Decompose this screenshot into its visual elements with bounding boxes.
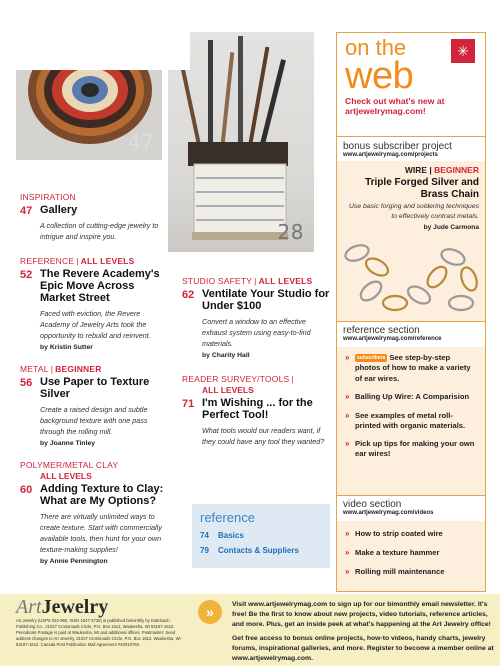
page-number: 79 xyxy=(200,546,209,555)
burst-icon: ✳ xyxy=(451,39,475,63)
reference-section-title: reference section xyxy=(343,325,420,336)
article-title: Ventilate Your Studio for Under $100 xyxy=(202,288,330,312)
section-name: READER SURVEY/TOOLS xyxy=(182,374,290,384)
section-label: INSPIRATION xyxy=(20,192,76,202)
list-item[interactable] xyxy=(345,353,477,384)
subscribers-badge: subscribers xyxy=(357,354,386,361)
article-title: Use Paper to Texture Silver xyxy=(40,376,150,400)
video-section-header xyxy=(337,495,485,521)
list-item[interactable] xyxy=(345,567,477,578)
article-author: by Charity Hall xyxy=(202,352,250,360)
article-desc: Convert a window to an effective exhaust system using easy-to-find materials. xyxy=(202,316,311,349)
section-label xyxy=(182,276,332,286)
page-number: 47 xyxy=(20,205,33,217)
list-item[interactable] xyxy=(345,392,477,403)
article-desc: Faced with eviction, the Revere Academy of Jewelry Arts took the opportunity to rebuild and reinvent. xyxy=(40,308,151,340)
reference-item-label: Basics xyxy=(218,531,244,540)
video-section-url[interactable]: www.artjewelrymag.com/videos xyxy=(343,510,434,516)
chevron-right-icon: » xyxy=(345,566,350,576)
logo-art: Art xyxy=(16,596,42,618)
article-desc: What tools would our readers want, if they could have any tool they wanted? xyxy=(202,425,325,446)
on-the-web-header xyxy=(337,33,485,137)
video-section-title: video section xyxy=(343,499,402,510)
toc-entry-ventilate[interactable] xyxy=(182,276,332,359)
project-title: Triple Forged Silver and Brass Chain xyxy=(365,177,479,200)
skill-level: ALL LEVELS xyxy=(202,385,254,395)
list-item[interactable] xyxy=(345,548,477,559)
section-separator: | xyxy=(254,276,257,286)
legal-text: Art Jewelry (USPS 022-960, ISSN 1547-2736) is published bimonthly by Kalmbach Publishing Co., 21027 Crossroads Circle, P.O. Box 1612, Waukesha, WI 53187-1612. Periodicals Postage is paid at Waukesha, WI and additional offices. Postmaster: Send address changes to Art Jewelry, 21027 Crossroads Circle, P.O. Box 1612, Waukesha, WI 53187-1612. Canada Post Publication Mail Agreement #40010760. xyxy=(16,618,181,648)
chevron-right-icon: » xyxy=(345,410,350,420)
project-desc: Use basic forging and soldering techniques to effectively contrast metals. xyxy=(349,203,479,221)
section-label xyxy=(20,256,170,266)
web-label: web xyxy=(345,55,414,97)
article-title: I'm Wishing ... for the Perfect Tool! xyxy=(202,397,313,421)
article-author: by Joanne Tinley xyxy=(40,440,96,448)
on-the-web-panel xyxy=(336,32,486,592)
reference-section-url[interactable]: www.artjewelrymag.com/reference xyxy=(343,336,442,342)
skill-level: ALL LEVELS xyxy=(258,276,313,286)
newsletter-promo[interactable]: Visit www.artjewelrymag.com to sign up for our bimonthly email newsletter. It's free! Be the first to know about new projects, video tutorials, reference articles, and more. Plus, get an inside peek at what's happening at the Art Jewelry office! xyxy=(232,601,491,628)
membership-promo[interactable]: Get free access to bonus online projects, how-to videos, handy charts, jewelry forums, inspirational galleries, and more. Register to become a member online at www.artjewelrymag.com. xyxy=(232,635,494,662)
video-section-list xyxy=(337,521,485,593)
article-author: by Kristin Sutter xyxy=(40,344,93,352)
page-number: 71 xyxy=(182,398,195,410)
skill-level: ALL LEVELS xyxy=(40,471,92,481)
reference-item-contacts[interactable] xyxy=(200,546,322,555)
list-item[interactable] xyxy=(345,439,477,460)
article-title: Adding Texture to Clay: What are My Options? xyxy=(40,483,164,507)
page-number: 52 xyxy=(20,269,33,281)
bonus-project-header xyxy=(337,137,485,161)
logo-jewelry: Jewelry xyxy=(41,596,109,618)
reference-title: reference xyxy=(200,510,255,525)
toc-entry-survey[interactable] xyxy=(182,374,332,447)
article-title: Gallery xyxy=(40,204,78,216)
footer-masthead xyxy=(14,6,190,70)
list-item-label: Rolling mill maintenance xyxy=(355,566,445,576)
toc-entry-polymer[interactable] xyxy=(20,460,170,565)
page-number: 56 xyxy=(20,377,33,389)
section-name: METAL xyxy=(20,364,49,374)
list-item-label: How to strip coated wire xyxy=(355,529,443,538)
article-desc: A collection of cutting-edge jewelry to intrigue and inspire you. xyxy=(40,221,159,242)
section-label: POLYMER/METAL CLAY xyxy=(20,460,119,470)
skill-level: BEGINNER xyxy=(434,165,479,175)
reference-box xyxy=(192,504,330,568)
gallery-page-number: 47 xyxy=(127,130,154,154)
section-name: STUDIO SAFETY xyxy=(182,276,253,286)
article-title: The Revere Academy's Epic Move Across Market Street xyxy=(40,268,160,304)
article-desc: There are virtually unlimited ways to create texture. Start with commercially available tools, then hunt for your own texture-making supplies! xyxy=(40,511,162,555)
reference-section-list xyxy=(337,347,485,495)
project-section-label: WIRE | BEGINNER xyxy=(404,165,479,175)
chevron-right-icon: » xyxy=(345,353,350,362)
bonus-project-title: bonus subscriber project xyxy=(343,141,452,152)
toc-entry-revere[interactable] xyxy=(20,256,170,351)
web-subtitle[interactable]: Check out what's new at artjewelrymag.com! xyxy=(345,96,445,117)
reference-item-label: Contacts & Suppliers xyxy=(218,546,299,555)
toc-entry-metal[interactable] xyxy=(20,364,170,447)
article-desc: Create a raised design and subtle background texture with one pass through the rolling mill. xyxy=(40,404,148,437)
chevron-right-icon: » xyxy=(345,547,350,557)
section-separator: | xyxy=(76,256,79,266)
chevron-right-icon: » xyxy=(345,529,350,538)
list-item-label: See step-by-step photos of how to make a variety of ear wires. xyxy=(355,353,471,383)
skill-level: ALL LEVELS xyxy=(80,256,135,266)
section-label xyxy=(20,364,170,374)
section-name: REFERENCE xyxy=(20,256,75,266)
chevron-right-icon: » xyxy=(345,439,350,449)
section-name: WIRE xyxy=(404,165,428,175)
bonus-project-url[interactable]: www.artjewelrymag.com/projects xyxy=(343,152,438,158)
section-label xyxy=(182,374,332,384)
article-author: by Annie Pennington xyxy=(40,558,108,566)
reference-item-basics[interactable] xyxy=(200,531,322,540)
page-number: 74 xyxy=(200,531,209,540)
bonus-project-body[interactable] xyxy=(337,161,485,321)
toc-entry-gallery[interactable] xyxy=(20,192,170,242)
project-author: by Jude Carmona xyxy=(423,224,479,232)
section-separator: | xyxy=(50,364,54,374)
list-item[interactable] xyxy=(345,411,477,432)
list-item[interactable] xyxy=(345,529,477,540)
reference-section-header xyxy=(337,321,485,347)
page-number: 60 xyxy=(20,484,33,496)
on-the-label: on the xyxy=(345,35,407,60)
list-item-label: Make a texture hammer xyxy=(355,547,440,557)
chevron-right-icon: » xyxy=(198,600,222,624)
studio-page-number: 28 xyxy=(277,220,304,244)
page-number: 62 xyxy=(182,289,195,301)
list-item-label: Balling Up Wire: A Comparision xyxy=(355,391,470,401)
section-separator: | xyxy=(291,374,294,384)
list-item-label: See examples of metal roll-printed with organic materials. xyxy=(355,410,466,430)
art-jewelry-logo xyxy=(16,596,108,619)
list-item-label: Pick up tips for making your own ear wires! xyxy=(355,439,475,459)
chevron-right-icon: » xyxy=(345,391,350,401)
skill-level: BEGINNER xyxy=(55,364,102,374)
chain-illustration xyxy=(341,233,483,317)
